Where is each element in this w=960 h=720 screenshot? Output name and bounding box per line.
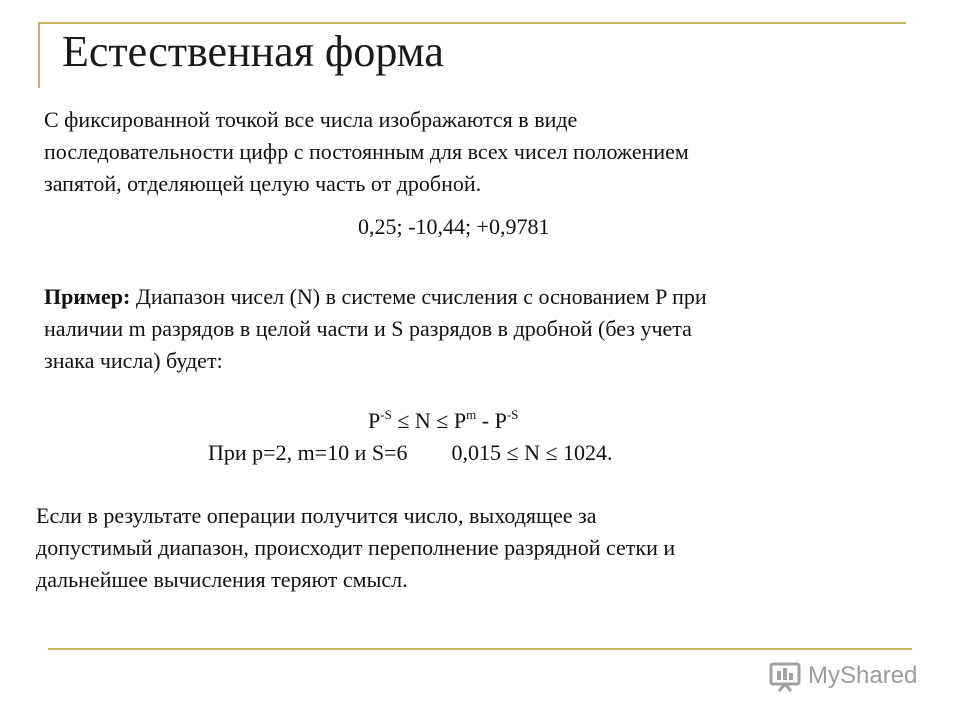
intro-paragraph: [44, 104, 924, 200]
overflow-paragraph: [36, 500, 916, 596]
example-label: Пример:: [44, 284, 131, 309]
formula-middle: ≤ N ≤: [391, 408, 454, 433]
formula-base: P: [368, 408, 381, 433]
watermark-text: MyShared: [808, 662, 918, 689]
numbers-example: 0,25; -10,44; +0,9781: [358, 214, 550, 239]
overflow-line: дальнейшее вычисления теряют смысл.: [36, 567, 408, 592]
formula-exponent: -S: [380, 407, 392, 422]
example-line-2: наличии m разрядов в целой части и S разрядов в дробной (без учета: [44, 316, 692, 341]
overflow-line: Если в результате операции получится число, выходящее за: [36, 503, 597, 528]
example-line-1: [44, 281, 944, 313]
intro-line: последовательности цифр с постоянным для всех чисел положением: [44, 139, 689, 164]
overflow-line: допустимый диапазон, происходит переполнение разрядной сетки и: [36, 535, 676, 560]
condition-line: [208, 438, 613, 468]
formula-base: P: [494, 408, 507, 433]
bottom-rule: [48, 648, 912, 650]
condition-params: При p=2, m=10 и S=6: [208, 440, 408, 465]
slide-title: Естественная форма: [62, 27, 444, 76]
formula-exponent: m: [466, 407, 477, 422]
intro-line: С фиксированной точкой все числа изображаются в виде: [44, 107, 578, 132]
formula-minus: -: [476, 408, 495, 433]
condition-range: 0,015 ≤ N ≤ 1024.: [451, 440, 613, 465]
example-line-3: знака числа) будет:: [44, 348, 223, 373]
formula-exponent: -S: [506, 407, 519, 422]
example-text: Диапазон чисел (N) в системе счисления с основанием P при: [130, 284, 707, 309]
presentation-board-icon: [768, 659, 802, 693]
range-formula: [368, 400, 518, 436]
intro-line: запятой, отделяющей целую часть от дробной.: [44, 171, 482, 196]
formula-base: P: [453, 408, 467, 433]
example-paragraph: [44, 281, 944, 377]
watermark: [768, 656, 917, 696]
